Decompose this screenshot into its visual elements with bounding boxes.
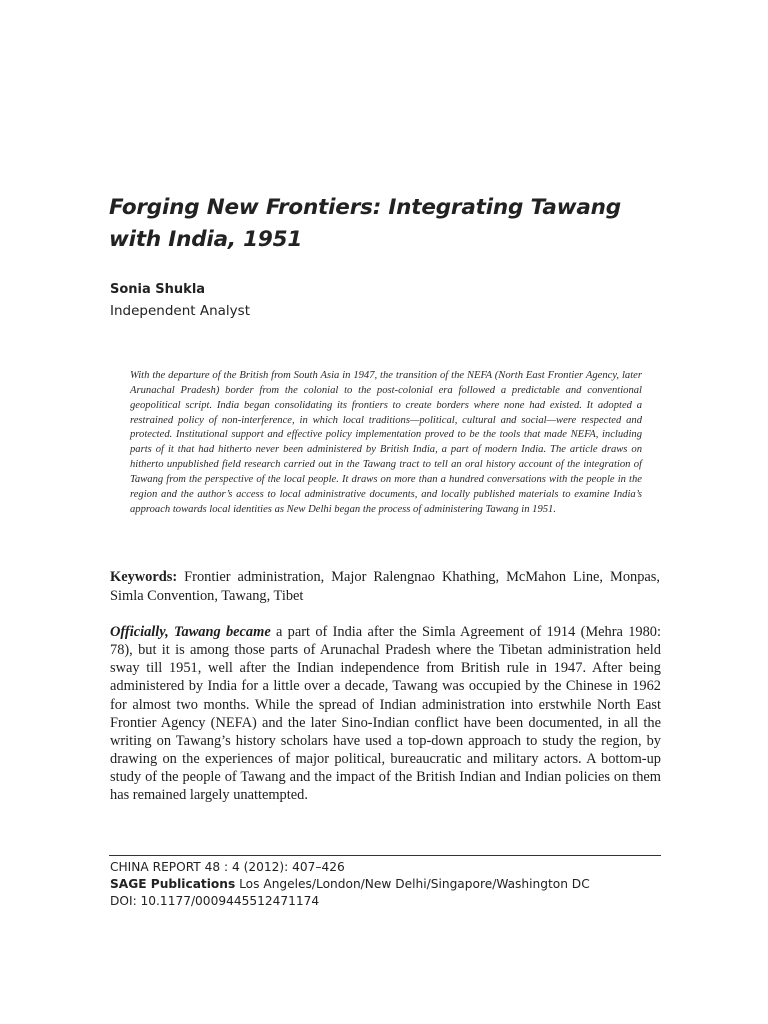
body-paragraph: [110, 623, 661, 805]
keywords-label: Keywords:: [110, 569, 178, 585]
paragraph-text: a part of India after the Simla Agreement of 1914 (Mehra 1980: 78), but it is among those parts of Arunachal Pradesh where the Tibetan administration held sway till 1951, well after the Indian independence from British rule in 1947. After being administered by India for a little over a decade, Tawang was occupied by the Chinese in 1962 for almost two months. While the spread of Indian administration into erstwhile North East Frontier Agency (NEFA) and the later Sino-Indian conflict have been documented, in all the writing on Tawang’s history scholars have used a top-down approach to study the region, by drawing on the experiences of major political, bureaucratic and military actors. A bottom-up study of the people of Tawang and the impact of the British Indian and Indian policies on them has remained largely unattempted.: [110, 624, 661, 804]
footer-divider: [109, 855, 661, 856]
journal-citation: CHINA REPORT 48 : 4 (2012): 407–426: [110, 860, 345, 874]
publisher-locations: Los Angeles/London/New Delhi/Singapore/Washington DC: [239, 877, 590, 891]
author-name: Sonia Shukla: [110, 282, 206, 297]
article-title: Forging New Frontiers: Integrating Tawang with India, 1951: [109, 195, 621, 252]
doi: DOI: 10.1177/0009445512471174: [110, 894, 320, 908]
abstract: With the departure of the British from South Asia in 1947, the transition of the NEFA (North East Frontier Agency, later Arunachal Pradesh) border from the colonial to the post-colonial era followed a predictable and conventional geopolitical script. India began consolidating its frontiers to create borders where none had existed. It adopted a restrained policy of non-interference, in which local traditions—political, cultural and social—were respected and protected. Institutional support and effective policy implementation proved to be the tools that made NEFA, including parts of it that had hitherto never been administered by British India, a part of modern India. The article draws on hitherto unpublished field research carried out in the Tawang tract to tell an oral history account of the integration of Tawang from the perspective of the local people. It draws on more than a hundred conversations with the people in the region and the author’s access to local administrative documents, and locally published materials to examine India’s approach towards local identities as New Delhi began the process of administering Tawang in 1951.: [130, 370, 642, 515]
publisher-line: [110, 876, 670, 893]
keywords-list: Frontier administration, Major Ralengnao Khathing, McMahon Line, Monpas, Simla Convention, Tawang, Tibet: [110, 569, 660, 604]
publisher-name: SAGE Publications: [110, 877, 236, 891]
paragraph-lead-in: Officially, Tawang became: [110, 624, 271, 640]
author-affiliation: Independent Analyst: [110, 303, 250, 319]
keywords: [110, 568, 660, 605]
journal-footer: [110, 859, 670, 910]
